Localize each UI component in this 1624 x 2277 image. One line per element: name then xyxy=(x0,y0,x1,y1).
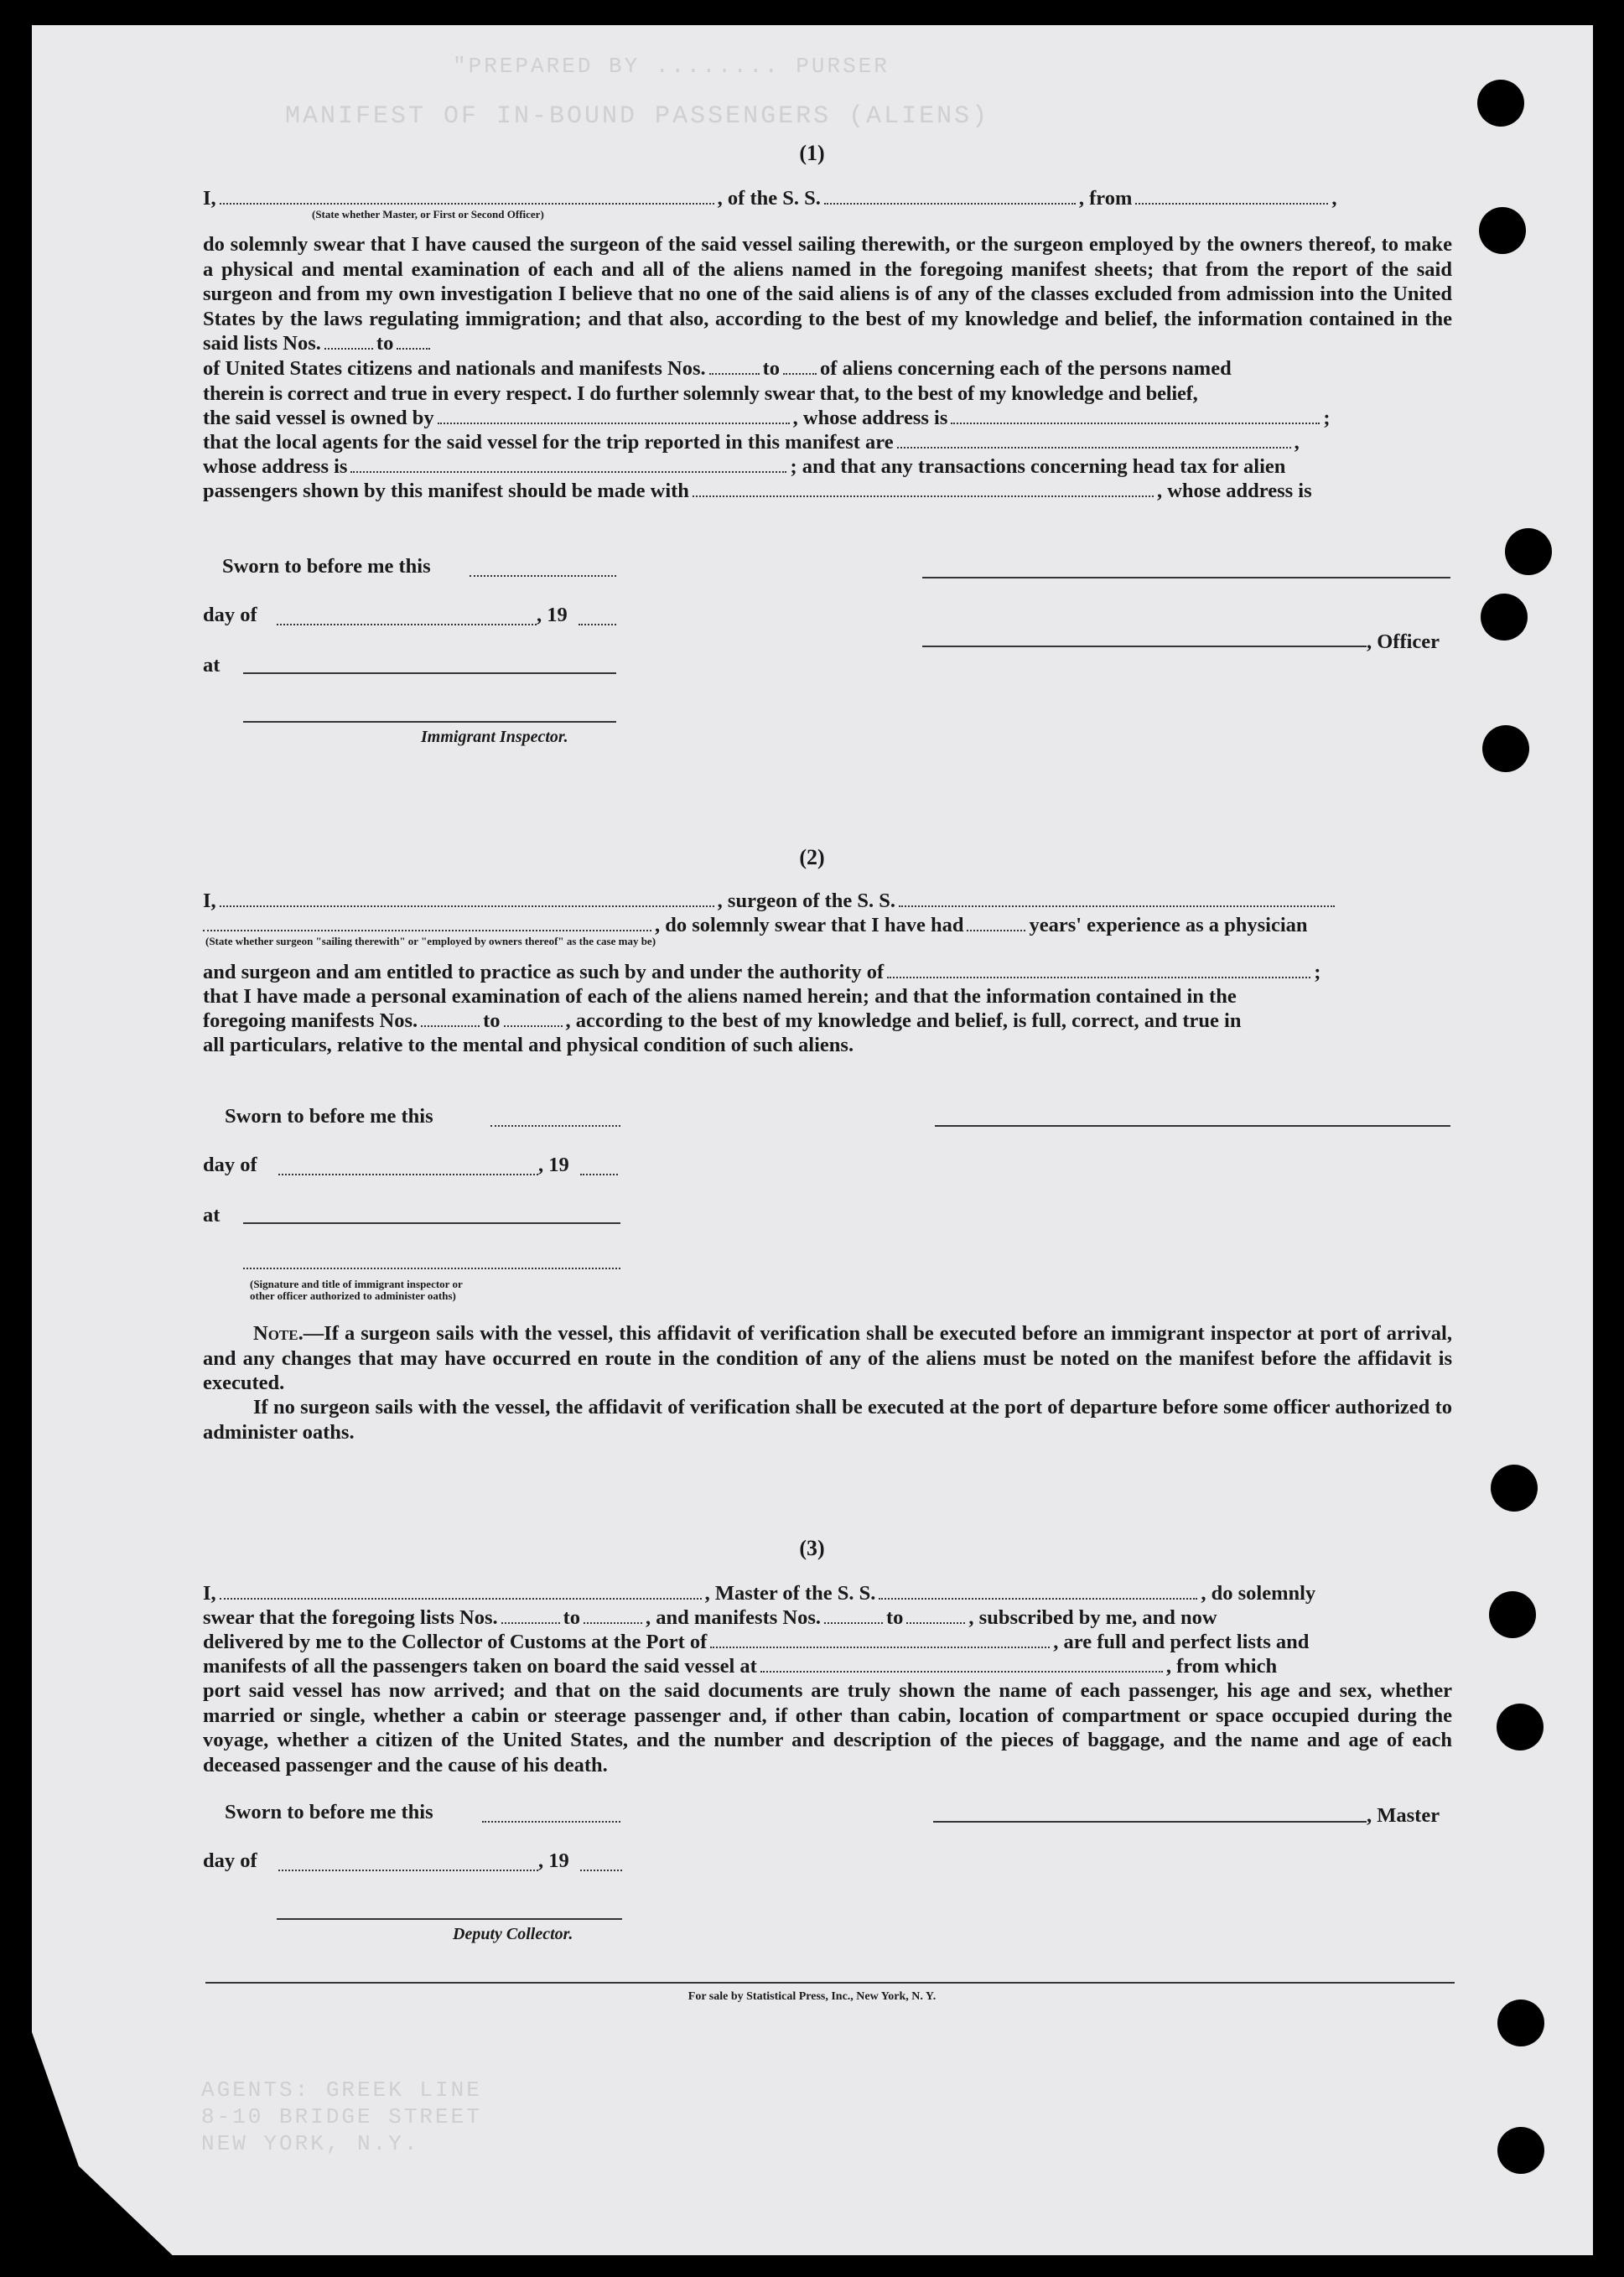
s1-line-c: therein is correct and true in every respect. I do further solemnly swear that, to the best of my knowledge and belief, xyxy=(203,382,1198,405)
s2-vessel-field[interactable] xyxy=(899,890,1335,907)
s1-inspector-line[interactable] xyxy=(243,721,616,723)
punch-hole xyxy=(1482,725,1529,772)
surgeon-name-field[interactable] xyxy=(220,890,714,907)
punch-hole xyxy=(1477,80,1524,127)
s1-at-field[interactable] xyxy=(243,672,616,674)
s3-master-name-field[interactable] xyxy=(220,1583,702,1600)
punch-hole xyxy=(1479,207,1526,254)
lists-to-field[interactable] xyxy=(397,333,430,350)
s2-line6: all particulars, relative to the mental and physical condition of such aliens. xyxy=(203,1034,854,1056)
agents-address-field[interactable] xyxy=(350,456,786,473)
ghost-stamp-line3: NEW YORK, N.Y. xyxy=(201,2131,420,2156)
s1-line-d: the said vessel is owned by , whose address is ; xyxy=(203,407,1331,429)
s1-sworn-label: Sworn to before me this xyxy=(222,555,431,578)
s2-line5: foregoing manifests Nos. to , according to the best of my knowledge and belief, is full, correct, and true in xyxy=(203,1009,1242,1032)
s2-at-label: at xyxy=(203,1204,221,1227)
s3-vessel-field[interactable] xyxy=(879,1583,1197,1600)
s1-sworn-date-field[interactable] xyxy=(470,575,616,577)
ghost-stamp-line1: AGENTS: GREEK LINE xyxy=(201,2077,482,2103)
s2-line3: and surgeon and am entitled to practice as such by and under the authority of ; xyxy=(203,961,1321,983)
s1-year-field[interactable] xyxy=(579,624,616,625)
s2-line1: I, , surgeon of the S. S. xyxy=(203,889,1452,914)
s2-year-field[interactable] xyxy=(580,1174,618,1175)
s1-inspector-label: Immigrant Inspector. xyxy=(421,728,568,746)
s2-day-of-label: day of xyxy=(203,1154,257,1176)
s2-manifests-from-field[interactable] xyxy=(421,1010,480,1027)
s3-port-field[interactable] xyxy=(710,1631,1050,1648)
s1-officer-label: , Officer xyxy=(1367,630,1440,653)
s1-line-f: whose address is ; and that any transactions concerning head tax for alien xyxy=(203,455,1286,478)
s2-at-field[interactable] xyxy=(243,1222,620,1224)
s3-line3: delivered by me to the Collector of Customs at the Port of , are full and perfect lists and xyxy=(203,1631,1310,1653)
s1-day-of-label: day of xyxy=(203,604,257,626)
s3-line4: manifests of all the passengers taken on board the said vessel at , from which xyxy=(203,1655,1278,1678)
s3-sworn-label: Sworn to before me this xyxy=(225,1801,433,1823)
printer-imprint: For sale by Statistical Press, Inc., New York, N. Y. xyxy=(687,1990,937,2003)
s3-day-of-label: day of xyxy=(203,1849,257,1872)
s1-para-a: do solemnly swear that I have caused the surgeon of the said vessel sailing therewith, or the surgeon employed by the owners thereof, to make a physical and mental examination of each and all of the aliens named in the foregoing manifest sheets; that from the report of the said surgeon and from my own investigation I believe that no one of the said aliens is of any of the classes excluded from admission into the United States by the laws regulating immigration; and that also, according to the best of my knowledge and belief, the information contained in the said lists Nos. to xyxy=(203,233,1452,355)
s3-collector-label: Deputy Collector. xyxy=(453,1925,573,1943)
punch-hole xyxy=(1497,1704,1544,1751)
s3-line2: swear that the foregoing lists Nos. to , and manifests Nos. to , subscribed by me, and now xyxy=(203,1606,1217,1629)
punch-hole xyxy=(1497,2127,1544,2174)
section1-heading: (1) xyxy=(799,141,825,165)
s1-signature-line[interactable] xyxy=(922,577,1450,578)
s3-day-field[interactable] xyxy=(278,1870,538,1871)
s2-surgeon-note: (State whether surgeon "sailing therewith" or "employed by owners thereof" as the case may be) xyxy=(205,935,656,947)
s3-lists-to-field[interactable] xyxy=(584,1607,642,1624)
owner-field[interactable] xyxy=(438,407,790,424)
s1-line-b: of United States citizens and nationals and manifests Nos. to of aliens concerning each of the persons named xyxy=(203,357,1232,380)
s3-collector-line[interactable] xyxy=(277,1918,622,1920)
manifests-to-field[interactable] xyxy=(783,358,817,375)
s1-officer-note: (State whether Master, or First or Second Officer) xyxy=(312,208,544,220)
master-name-field[interactable] xyxy=(220,188,714,205)
section3-heading: (3) xyxy=(799,1536,825,1560)
ghost-prepared-by: "PREPARED BY ........ PURSER xyxy=(453,54,890,79)
s2-line4: that I have made a personal examination of each of the aliens named herein; and that the information contained in the xyxy=(203,985,1237,1008)
s2-sworn-date-field[interactable] xyxy=(490,1125,620,1127)
s2-day-field[interactable] xyxy=(278,1174,538,1175)
punch-hole xyxy=(1491,1465,1538,1512)
s3-lists-from-field[interactable] xyxy=(501,1607,560,1624)
s2-manifests-to-field[interactable] xyxy=(504,1010,563,1027)
local-agents-field[interactable] xyxy=(897,432,1291,449)
owner-address-field[interactable] xyxy=(951,407,1320,424)
years-experience-field[interactable] xyxy=(967,915,1025,931)
footer-rule xyxy=(205,1982,1455,1984)
ghost-stamp-line2: 8-10 BRIDGE STREET xyxy=(201,2104,482,2129)
section2-heading: (2) xyxy=(799,845,825,869)
s1-at-label: at xyxy=(203,654,221,677)
s3-line1: I, , Master of the S. S. , do solemnly xyxy=(203,1582,1316,1605)
s3-para: port said vessel has now arrived; and that on the said documents are truly shown the name of each passenger, his age and sex, whether married or single, whether a cabin or steerage passenger and, if other than cabin, location of compartment or space occupied during the voyage, whether a citizen of the United States, and the number and description of the pieces of baggage, and the name and age of each deceased passenger and the cause of his death. xyxy=(203,1679,1452,1776)
punch-hole xyxy=(1481,594,1528,641)
s2-inspector-line[interactable] xyxy=(243,1268,620,1269)
s2-year-label: , 19 xyxy=(538,1154,569,1176)
s1-day-field[interactable] xyxy=(277,624,537,625)
s2-sworn-label: Sworn to before me this xyxy=(225,1105,433,1128)
s2-sig-note1: (Signature and title of immigrant inspector or xyxy=(250,1278,463,1290)
punch-hole xyxy=(1505,528,1552,575)
surgeon-status-field[interactable] xyxy=(203,915,651,931)
lists-from-field[interactable] xyxy=(324,333,373,350)
vessel-name-field[interactable] xyxy=(824,188,1076,205)
punch-hole xyxy=(1489,1591,1536,1638)
s1-year-label: , 19 xyxy=(537,604,568,626)
s3-manifests-to-field[interactable] xyxy=(906,1607,965,1624)
s1-officer-line[interactable] xyxy=(922,646,1367,647)
s3-master-signature-line[interactable] xyxy=(933,1821,1367,1823)
s3-year-field[interactable] xyxy=(580,1870,622,1871)
s2-sig-note2: other officer authorized to administer oaths) xyxy=(250,1289,456,1302)
s3-embark-port-field[interactable] xyxy=(760,1656,1163,1673)
s3-sworn-date-field[interactable] xyxy=(482,1821,620,1823)
ghost-manifest-title: MANIFEST OF IN-BOUND PASSENGERS (ALIENS) xyxy=(285,102,990,131)
punch-hole xyxy=(1497,2000,1544,2046)
note-label: Note. xyxy=(253,1322,304,1345)
s1-line1: I, , of the S. S. , from , xyxy=(203,187,1337,210)
s1-line-e: that the local agents for the said vessel for the trip reported in this manifest are , xyxy=(203,431,1300,454)
practice-authority-field[interactable] xyxy=(887,962,1310,978)
s3-manifests-from-field[interactable] xyxy=(824,1607,883,1624)
s3-master-label: , Master xyxy=(1367,1804,1440,1827)
s2-signature-line[interactable] xyxy=(935,1125,1450,1127)
note-para1: Note.—If a surgeon sails with the vessel, this affidavit of verification shall be executed before an immigrant inspector at port of arrival, and any changes that may have occurred en route in the condition of any of the aliens must be noted on the manifest before the affidavit is executed. xyxy=(203,1322,1452,1395)
head-tax-contact-field[interactable] xyxy=(693,480,1154,497)
s2-line2: , do solemnly swear that I have had years' experience as a physician xyxy=(203,913,1452,938)
s1-line-g: passengers shown by this manifest should be made with , whose address is xyxy=(203,480,1312,502)
note-para2: If no surgeon sails with the vessel, the affidavit of verification shall be executed at the port of departure before some officer authorized to administer oaths. xyxy=(203,1396,1452,1444)
from-port-field[interactable] xyxy=(1135,188,1328,205)
s3-year-label: , 19 xyxy=(538,1849,569,1872)
manifests-from-field[interactable] xyxy=(709,358,760,375)
